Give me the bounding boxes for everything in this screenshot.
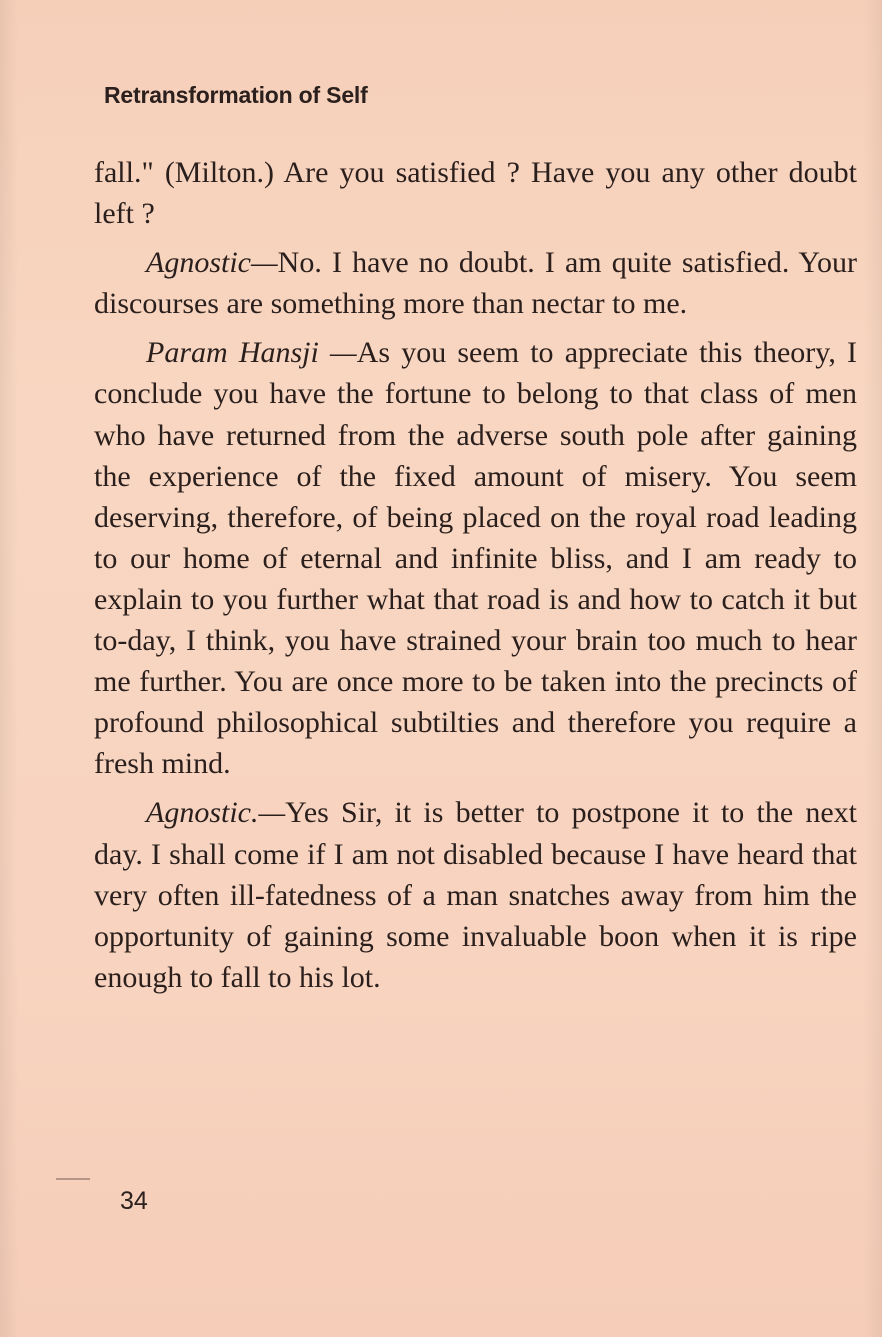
paragraph-text: Yes Sir, it is better to postpone it to the next day. I shall come if I am not disabled because I have heard that very often ill-fatedness of a man snatches away from him the opportunity of gaining some invaluable boon when it is ripe enough to fall to his lot.: [94, 796, 857, 994]
paragraph-text: No. I have no doubt. I am quite satisfied. Your discourses are something more than nectar to me.: [94, 246, 857, 321]
margin-mark: [56, 1178, 90, 1180]
paragraph-param-hansji: [94, 332, 857, 784]
speaker-label: Agnostic.—: [146, 796, 286, 830]
paragraph-text: fall." (Milton.) Are you satisfied ? Have you any other doubt left ?: [94, 156, 857, 231]
paragraph-agnostic: [94, 242, 857, 324]
paragraph-text: As you seem to appreciate this theory, I conclude you have the fortune to belong to that class of men who have returned from the adverse south pole after gaining the experience of the fixed amount of misery. You seem deserving, therefore, of being placed on the royal road leading to our home of eternal and infinite bliss, and I am ready to explain to you further what that road is and how to catch it but to-day, I think, you have strained your brain too much to hear me further. You are once more to be taken into the precincts of profound philosophical subtilties and therefore you require a fresh mind.: [94, 336, 857, 781]
speaker-label: Agnostic—: [146, 246, 278, 280]
paragraph-continuation: [94, 152, 857, 234]
running-head: Retransformation of Self: [104, 82, 368, 108]
paragraph-agnostic-reply: [94, 792, 857, 997]
page-number: 34: [120, 1187, 148, 1215]
speaker-label: Param Hansji —: [146, 336, 357, 370]
body-text: [94, 152, 857, 998]
